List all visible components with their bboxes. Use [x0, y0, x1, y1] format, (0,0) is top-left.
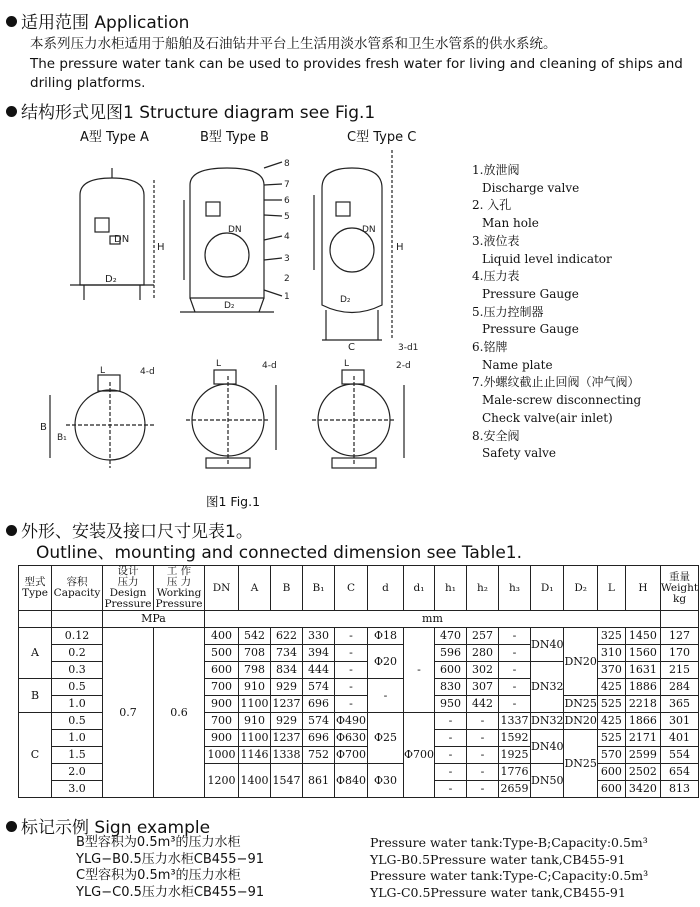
bullet-icon — [6, 525, 17, 536]
legend-item-en: Male-screw disconnecting — [482, 393, 642, 408]
legend-item-en: Pressure Gauge — [482, 322, 579, 337]
header-weight: 重量 Weight kg — [660, 566, 698, 611]
svg-text:4-d: 4-d — [140, 367, 155, 377]
type-b-label: B型 Type B — [200, 130, 269, 145]
plan-views — [40, 359, 411, 468]
table-row: 1.5 1000 1146 1338 752 Φ700 - - 1925 570 2599 554 — [19, 747, 699, 764]
svg-text:3: 3 — [284, 254, 290, 264]
application-text-en: The pressure water tank can be used to provides fresh water for living and cleaning of ships and driling platforms. — [30, 56, 683, 91]
table-row: 1.0 900 1100 1237 696 Φ630 - - 1592 DN40 DN25 525 2171 401 — [19, 730, 699, 747]
svg-text:D₂: D₂ — [105, 274, 117, 285]
header-col: C — [335, 566, 368, 611]
svg-text:1: 1 — [284, 292, 290, 302]
component-legend — [472, 162, 641, 463]
legend-item-en: Check valve(air inlet) — [482, 410, 613, 425]
header-col: D₁ — [531, 566, 564, 611]
header-col: B₁ — [303, 566, 335, 611]
unit-mm: mm — [205, 611, 661, 628]
header-type: 型式 Type — [19, 566, 52, 611]
table-row: B 0.5 700 910 929 574 - - 830 307 - 425 1886 284 — [19, 679, 699, 696]
bullet-icon — [6, 16, 17, 27]
legend-item: 1.放泄阀 — [472, 163, 520, 177]
header-col: h₃ — [499, 566, 531, 611]
svg-text:DN: DN — [114, 234, 130, 245]
bullet-icon — [6, 106, 17, 117]
application-heading: 适用范围 Application — [6, 8, 189, 33]
legend-item-en: Safety valve — [482, 446, 556, 461]
header-col: A — [239, 566, 271, 611]
svg-text:4-d: 4-d — [262, 361, 277, 371]
outline-heading-cn: 外形、安装及接口尺寸见表1。 — [6, 517, 253, 542]
header-col: L — [597, 566, 625, 611]
legend-item: 3.液位表 — [472, 233, 520, 248]
legend-item: 8.安全阀 — [472, 428, 520, 443]
header-col: h₁ — [435, 566, 467, 611]
legend-item: 7.外螺纹截止止回阀（冲气阀） — [472, 375, 640, 390]
outline-heading-en: Outline、mounting and connected dimension see Table1. — [36, 543, 523, 563]
header-col: d — [368, 566, 404, 611]
table-row: A 0.12 0.7 0.6 400 542 622 330 - Φ18 - 470 257 - DN40 DN20 325 1450 127 — [19, 628, 699, 645]
application-text-cn: 本系列压力水柜适用于船舶及石油钻井平台上生活用淡水管系和卫生水管系的供水系统。 — [30, 36, 557, 52]
type-a-tank — [70, 168, 165, 300]
sign-heading: 标记示例 Sign example — [6, 813, 210, 838]
header-col: d₁ — [404, 566, 435, 611]
svg-text:B₁: B₁ — [57, 433, 67, 443]
structure-heading: 结构形式见图1 Structure diagram see Fig.1 — [6, 98, 375, 123]
svg-text:D₂: D₂ — [340, 295, 351, 305]
svg-text:D₂: D₂ — [224, 301, 235, 311]
unit-mpa: MPa — [103, 611, 205, 628]
table-row: 1.0 900 1100 1237 696 - 950 442 - DN25 525 2218 365 — [19, 696, 699, 713]
header-col: D₂ — [564, 566, 597, 611]
table-row: 3.0 - - 2659 600 3420 813 — [19, 781, 699, 798]
type-b-tank — [180, 159, 290, 312]
legend-item-en: Liquid level indicator — [482, 251, 612, 266]
svg-text:4: 4 — [284, 232, 290, 242]
svg-text:7: 7 — [284, 180, 290, 190]
svg-text:5: 5 — [284, 212, 290, 222]
legend-item-en: Man hole — [482, 216, 539, 231]
svg-text:2: 2 — [284, 274, 290, 284]
legend-item: 5.压力控制器 — [472, 304, 544, 319]
sign-example-right: Pressure water tank:Type-B;Capacity:0.5m³ YLG-B0.5Pressure water tank,CB455-91 Pressure water tank:Type-C;Capacity:0.5m³ YLG-C0.5Pressure water tank,CB455-91 — [370, 835, 649, 900]
svg-text:DN: DN — [228, 225, 242, 235]
legend-item: 2. 入孔 — [472, 198, 512, 213]
svg-text:L: L — [344, 359, 350, 369]
header-col: H — [625, 566, 660, 611]
legend-item: 4.压力表 — [472, 269, 520, 284]
sign-example-left: B型容积为0.5m³的压力水柜 YLG−B0.5压力水柜CB455−91 C型容积为0.5m³的压力水柜 YLG−C0.5压力水柜CB455−91 — [76, 835, 265, 900]
svg-text:B: B — [40, 422, 47, 433]
header-capacity: 容积 Capacity — [52, 566, 103, 611]
legend-item: 6.铭牌 — [472, 340, 508, 355]
table-row: 0.2 500 708 734 394 - Φ20 596 280 - 310 1560 170 — [19, 645, 699, 662]
svg-text:L: L — [100, 366, 106, 376]
header-col: h₂ — [467, 566, 499, 611]
svg-text:H: H — [157, 242, 165, 253]
header-design-pressure: 设计 压力 Design Pressure — [104, 565, 152, 610]
dimension-table — [18, 565, 699, 798]
figure-caption: 图1 Fig.1 — [206, 494, 261, 509]
svg-text:2-d: 2-d — [396, 361, 411, 371]
header-working-pressure: 工 作 压 力 Working Pressure — [155, 565, 203, 610]
svg-text:DN: DN — [362, 225, 376, 235]
svg-text:8: 8 — [284, 159, 290, 169]
bullet-icon — [6, 821, 17, 832]
svg-text:H: H — [396, 242, 404, 253]
type-a-label: A型 Type A — [80, 130, 149, 145]
svg-text:3-d1: 3-d1 — [398, 343, 419, 353]
legend-item-en: Name plate — [482, 357, 553, 372]
table-row: 2.0 1200 1400 1547 861 Φ840 Φ30 - - 1776 DN50 600 2502 654 — [19, 764, 699, 781]
type-c-tank — [314, 150, 418, 353]
type-c-label: C型 Type C — [347, 130, 417, 145]
legend-item-en: Pressure Gauge — [482, 286, 579, 301]
table-row: 0.3 600 798 834 444 - 600 302 - DN32 370 1631 215 — [19, 662, 699, 679]
header-col: DN — [205, 566, 239, 611]
svg-text:L: L — [216, 359, 222, 369]
svg-text:6: 6 — [284, 196, 290, 206]
structure-diagram — [0, 140, 470, 490]
table-row: C 0.5 700 910 929 574 Φ490 Φ25 Φ700 - - 1337 DN32 DN20 425 1866 301 — [19, 713, 699, 730]
header-col: B — [271, 566, 303, 611]
legend-item-en: Discharge valve — [482, 180, 580, 195]
svg-text:C: C — [348, 342, 355, 353]
